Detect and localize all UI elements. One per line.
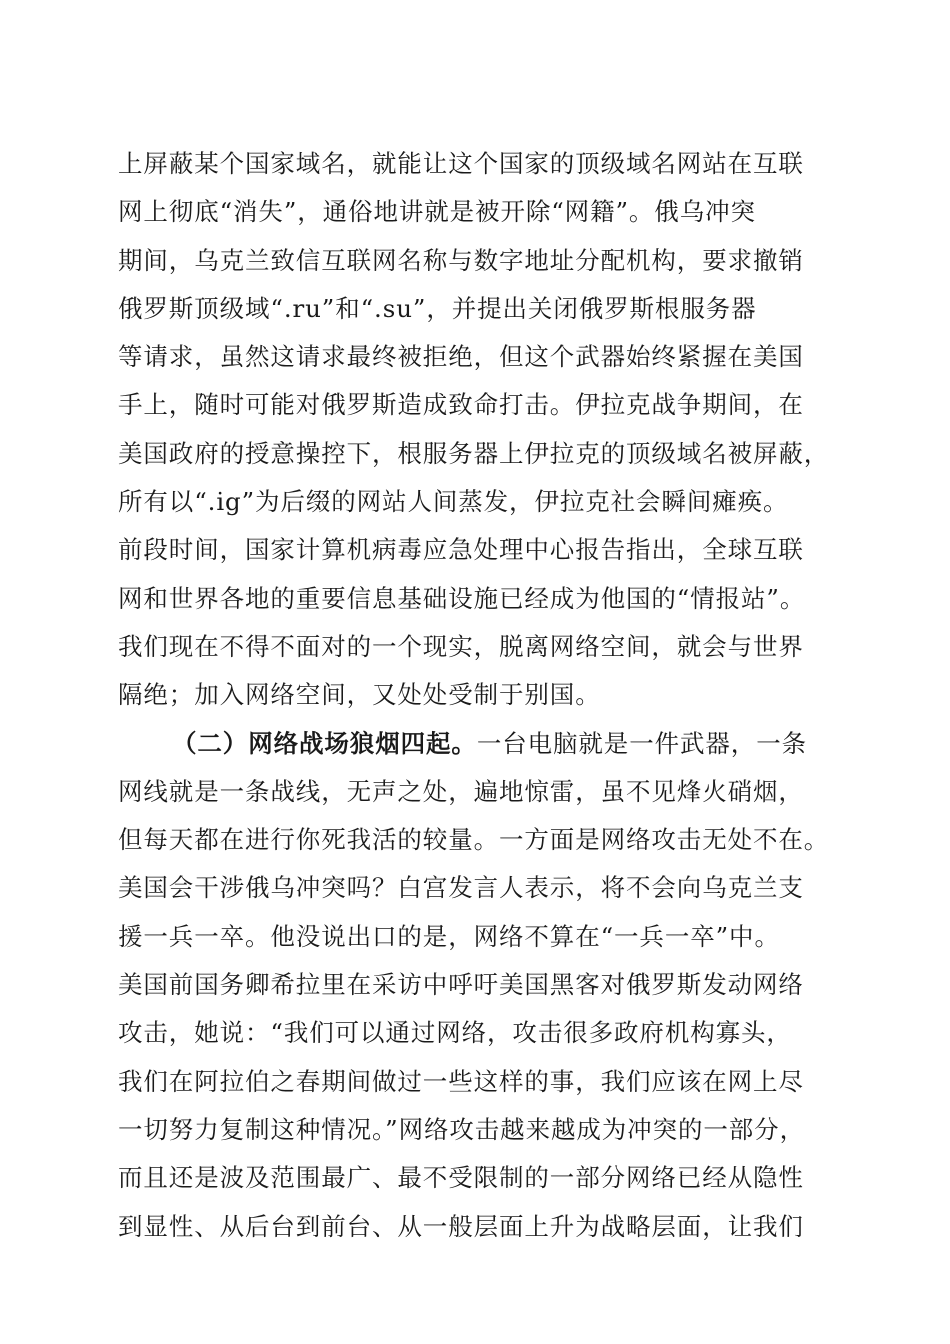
text-line: 我们现在不得不面对的一个现实，脱离网络空间，就会与世界	[118, 631, 804, 661]
section-heading: （二）网络战场狼烟四起。	[172, 728, 477, 758]
text-line: 而且还是波及范围最广、最不受限制的一部分网络已经从隐性	[118, 1163, 804, 1193]
text-line: 前段时间，国家计算机病毒应急处理中心报告指出，全球互联	[118, 535, 804, 565]
text-line: 网线就是一条战线，无声之处，遍地惊雷，虽不见烽火硝烟，	[118, 776, 804, 806]
text-line: 上屏蔽某个国家域名，就能让这个国家的顶级域名网站在互联	[118, 149, 804, 178]
text-line: 期间，乌克兰致信互联网名称与数字地址分配机构，要求撤销	[118, 245, 804, 275]
text-line: 到显性、从后台到前台、从一般层面上升为战略层面，让我们	[118, 1211, 804, 1241]
text-line: 网和世界各地的重要信息基础设施已经成为他国的“情报站”。	[118, 583, 806, 613]
text-line: 美国会干涉俄乌冲突吗？白宫发言人表示，将不会向乌克兰支	[118, 873, 804, 903]
body-text	[118, 140, 858, 1251]
text-line: 手上，随时可能对俄罗斯造成致命打击。伊拉克战争期间，在	[118, 390, 804, 420]
text-line: 美国前国务卿希拉里在采访中呼吁美国黑客对俄罗斯发动网络	[118, 970, 804, 1000]
section-first-line	[118, 720, 858, 768]
text-line: 等请求，虽然这请求最终被拒绝，但这个武器始终紧握在美国	[118, 342, 804, 372]
text-line: 援一兵一卒。他没说出口的是，网络不算在“一兵一卒”中。	[118, 921, 780, 951]
text-line: 美国政府的授意操控下，根服务器上伊拉克的顶级域名被屏蔽，	[118, 438, 830, 468]
text-line: 一切努力复制这种情况。”网络攻击越来越成为冲突的一部分，	[118, 1114, 805, 1144]
text-line: 俄罗斯顶级域“.ru”和“.su”，并提出关闭俄罗斯根服务器	[118, 293, 757, 323]
text-line: 所有以“.ig”为后缀的网站人间蒸发，伊拉克社会瞬间瘫痪。	[118, 487, 789, 517]
text-line: 隔绝；加入网络空间，又处处受制于别国。	[118, 680, 601, 710]
text-line: 但每天都在进行你死我活的较量。一方面是网络攻击无处不在。	[118, 825, 830, 855]
section-first-line-text: 一台电脑就是一件武器，一条	[476, 728, 808, 758]
text-line: 我们在阿拉伯之春期间做过一些这样的事，我们应该在网上尽	[118, 1066, 804, 1096]
text-line: 网上彻底“消失”，通俗地讲就是被开除“网籍”。俄乌冲突	[118, 197, 756, 227]
text-line: 攻击，她说：“我们可以通过网络，攻击很多政府机构寡头，	[118, 1018, 792, 1048]
